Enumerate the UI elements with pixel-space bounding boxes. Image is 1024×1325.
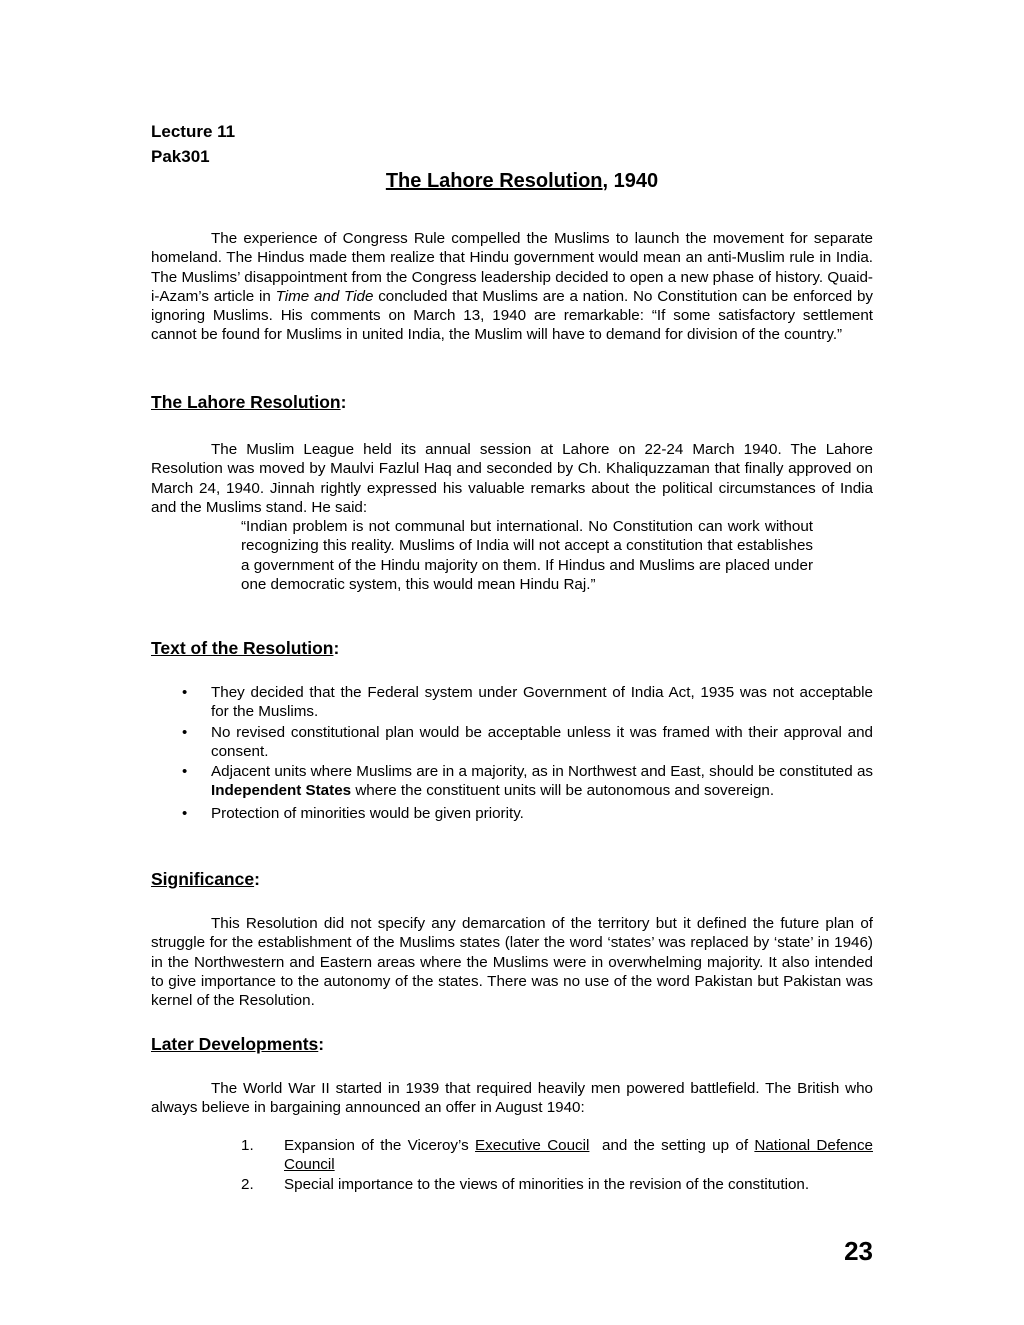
intro-text-1: The experience of Congress Rule compelled the Muslims to launch the movement for separate homeland. The Hindus made them realize that Hindu government would mean an anti-Muslim rule in India. The Muslims’ disappointment from the Congress leadership decided to open a new phase of history. Quaid-i-Azam’s article in bbox=[151, 230, 873, 305]
bullet-icon: • bbox=[182, 723, 188, 741]
heading-colon: : bbox=[333, 638, 340, 658]
heading-later-developments bbox=[151, 1033, 324, 1055]
title-suffix: , 1940 bbox=[602, 170, 659, 192]
significance-paragraph bbox=[151, 914, 873, 1010]
list-item-text: where the constituent units will be autonomous and sovereign. bbox=[351, 782, 775, 800]
later-developments-text: The World War II started in 1939 that required heavily men powered battlefield. The British who always believe in bargaining announced an offer in August 1940: bbox=[151, 1080, 873, 1117]
list-item-underlined: Executive Coucil bbox=[475, 1137, 590, 1154]
course-code: Pak301 bbox=[151, 147, 210, 166]
intro-italic: Time and Tide bbox=[275, 287, 374, 305]
heading-lahore-resolution bbox=[151, 391, 346, 413]
list-item-text: Protection of minorities would be given priority. bbox=[211, 804, 524, 822]
bullet-icon: • bbox=[182, 684, 188, 701]
heading-text-of-resolution bbox=[151, 637, 339, 659]
heading-text: The Lahore Resolution bbox=[151, 392, 341, 412]
intro-paragraph bbox=[151, 229, 873, 345]
heading-colon: : bbox=[340, 392, 347, 412]
list-item bbox=[241, 1175, 873, 1194]
list-item bbox=[151, 723, 873, 762]
list-item-underlined: National Defence Council bbox=[284, 1137, 873, 1174]
heading-text: Later Developments bbox=[151, 1034, 319, 1054]
list-item-text: Adjacent units where Muslims are in a majority, as in Northwest and East, should be constituted as bbox=[211, 763, 873, 781]
list-item-text: They decided that the Federal system under Government of India Act, 1935 was not acceptable for the Muslims. bbox=[211, 684, 873, 721]
heading-colon: : bbox=[254, 869, 260, 889]
heading-colon: : bbox=[318, 1034, 325, 1054]
jinnah-quote: “Indian problem is not communal but international. No Constitution can work without recognizing this reality. Muslims of India will not accept a constitution that establishes a government of the Hindu majority on them. If Hindus and Muslims are placed under one democratic system, this would mean Hindu Raj.” bbox=[241, 518, 813, 593]
list-item bbox=[151, 804, 873, 823]
bullet-icon: • bbox=[182, 763, 188, 781]
list-number: 1. bbox=[241, 1137, 254, 1154]
list-item-text: Special importance to the views of minorities in the revision of the constitution. bbox=[284, 1175, 810, 1193]
later-developments-paragraph bbox=[151, 1079, 873, 1118]
offer-numbered-list bbox=[241, 1136, 873, 1194]
heading-text: Text of the Resolution bbox=[151, 638, 334, 658]
list-item bbox=[151, 683, 873, 722]
list-item-text: No revised constitutional plan would be acceptable unless it was framed with their approval and consent. bbox=[211, 723, 873, 760]
lahore-paragraph bbox=[151, 440, 873, 517]
heading-text: Significance bbox=[151, 869, 255, 889]
resolution-bullet-list bbox=[151, 683, 873, 824]
lecture-label: Lecture 11 bbox=[151, 122, 236, 141]
page-title bbox=[0, 169, 1024, 193]
significance-text: This Resolution did not specify any demarcation of the territory but it defined the future plan of struggle for the establishment of the Muslims states (later the word ‘states’ was replaced by ‘state’ in 1946) in the Northwestern and Eastern areas where the Muslims were in overwhelming majority. It also intended to give importance to the autonomy of the states. There was no use of the word Pakistan but Pakistan was kernel of the Resolution. bbox=[151, 915, 873, 1010]
list-item-text: Expansion of the Viceroy’s bbox=[284, 1137, 476, 1154]
list-item-text: and the setting up of bbox=[589, 1137, 755, 1154]
lahore-text: The Muslim League held its annual session at Lahore on 22-24 March 1940. The Lahore Resolution was moved by Maulvi Fazlul Haq and seconded by Ch. Khaliquzzaman that finally approved on March 24, 1940. Jinnah rightly expressed his valuable remarks about the political circumstances of India and the Muslims stand. He said: bbox=[151, 441, 873, 516]
heading-significance bbox=[151, 868, 260, 890]
page-number: 23 bbox=[844, 1236, 873, 1266]
list-item bbox=[241, 1136, 873, 1175]
list-item-bold-text: Independent States bbox=[211, 782, 352, 800]
list-number: 2. bbox=[241, 1175, 254, 1193]
list-item bbox=[151, 762, 873, 801]
title-main: The Lahore Resolution bbox=[385, 170, 603, 192]
intro-text-2: concluded that Muslims are a nation. No Constitution can be enforced by ignoring Muslims. His comments on March 13, 1940 are remarkable: “If some satisfactory settlement cannot be found for Muslims in united India, the Muslim will have to demand for division of the country.” bbox=[151, 287, 873, 344]
bullet-icon: • bbox=[182, 804, 188, 822]
